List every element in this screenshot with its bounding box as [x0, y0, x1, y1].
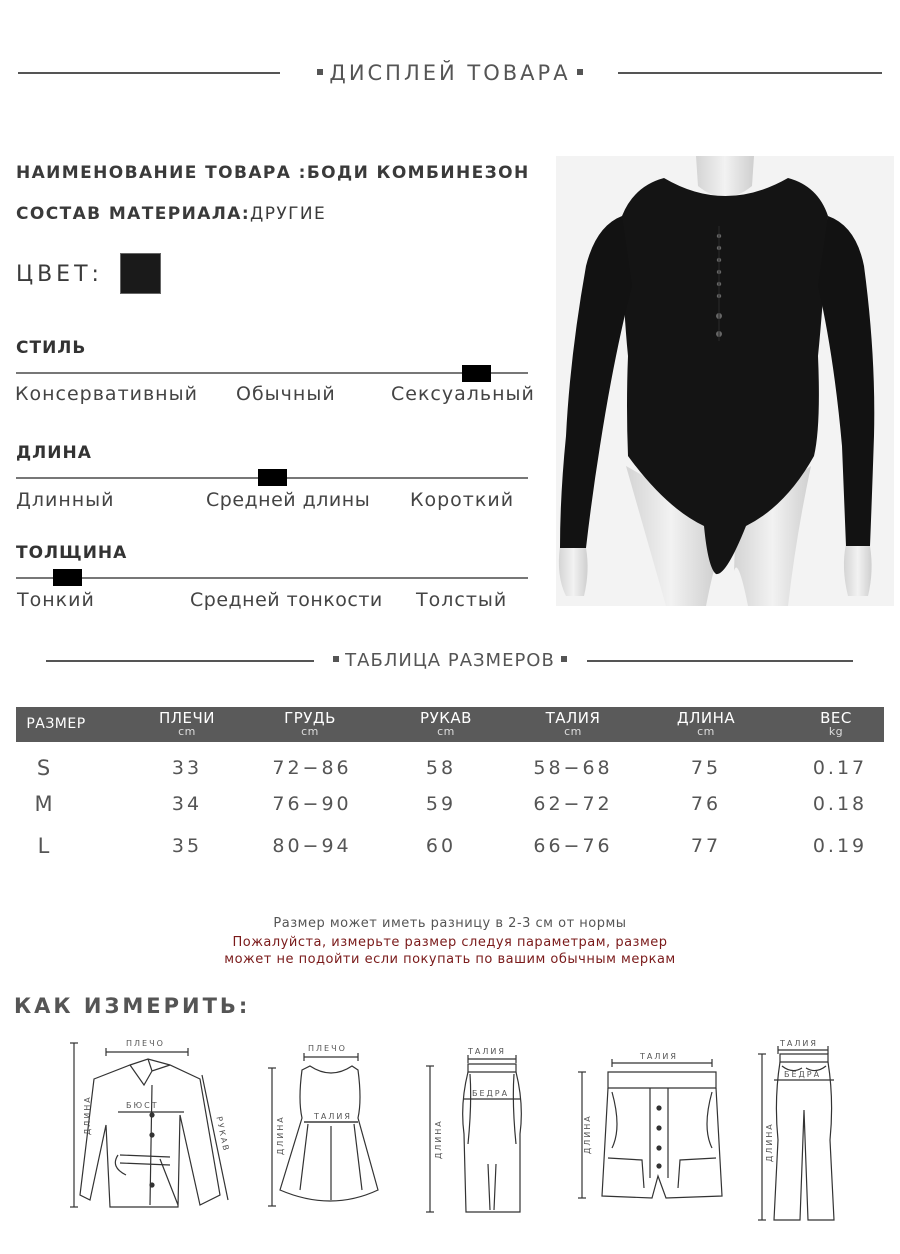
table-row-cell: 58	[425, 757, 457, 779]
shorts-waist-label: ТАЛИЯ	[640, 1052, 678, 1061]
pants-waist-label: ТАЛИЯ	[780, 1040, 818, 1048]
scale-length-label-1: Длинный	[16, 489, 115, 511]
size-col-chest: ГРУДЬ cm	[284, 709, 336, 738]
size-header-dot-right	[561, 656, 567, 662]
table-row-cell: 62−72	[533, 793, 613, 815]
table-row-cell: 59	[425, 793, 457, 815]
table-row-cell: 76−90	[272, 793, 352, 815]
scale-thickness-label-1: Тонкий	[17, 589, 95, 611]
table-row-cell: S	[36, 756, 54, 780]
table-row-cell: 80−94	[272, 835, 352, 857]
dress-waist-label: ТАЛИЯ	[314, 1112, 352, 1121]
size-col-weight: ВЕС kg	[820, 709, 852, 738]
scale-length-label-3: Короткий	[410, 489, 515, 511]
size-col-waist: ТАЛИЯ cm	[545, 709, 601, 738]
size-note-tolerance: Размер может иметь разницу в 2-3 см от нормы	[273, 916, 627, 931]
size-note-warning-2: может не подойти если покупать по вашим обычным меркам	[224, 952, 676, 967]
table-row-cell: L	[37, 834, 53, 858]
scale-style-marker	[462, 365, 491, 382]
dress-length-label: ДЛИНА	[276, 1115, 285, 1155]
scale-length-title: ДЛИНА	[16, 443, 92, 463]
size-col-shoulders: ПЛЕЧИ cm	[158, 709, 216, 738]
scale-style-track	[16, 372, 528, 374]
product-material-value: ДРУГИЕ	[250, 204, 327, 224]
size-table-title: ТАБЛИЦА РАЗМЕРОВ	[345, 650, 555, 671]
pants-diagram-icon	[752, 1040, 852, 1225]
skirt-hips-label: БЕДРА	[472, 1089, 510, 1098]
jacket-shoulder-label: ПЛЕЧО	[126, 1039, 165, 1048]
bodysuit-on-mannequin-icon	[556, 156, 894, 606]
size-table-header	[16, 707, 884, 742]
table-row-cell: 58−68	[533, 757, 613, 779]
product-name-value: БОДИ КОМБИНЕЗОН	[306, 163, 530, 183]
jacket-length-label: ДЛИНА	[83, 1095, 92, 1135]
header-dot-right	[577, 69, 583, 75]
dress-diagram-icon	[258, 1040, 398, 1215]
jacket-bust-label: БЮСТ	[126, 1101, 159, 1110]
jacket-sleeve-label: РУКАВ	[214, 1115, 231, 1154]
table-row-cell: 0.17	[812, 757, 868, 779]
table-row-cell: 33	[171, 757, 203, 779]
size-col-size: РАЗМЕР	[26, 716, 86, 732]
product-material-label: СОСТАВ МАТЕРИАЛА:	[16, 204, 251, 224]
table-row-cell: 66−76	[533, 835, 613, 857]
scale-length-marker	[258, 469, 287, 486]
product-material	[16, 204, 326, 224]
size-header-dot-left	[333, 656, 339, 662]
scale-length-label-2: Средней длины	[206, 489, 371, 511]
table-row-cell: 76	[690, 793, 722, 815]
table-row-cell: 0.18	[812, 793, 868, 815]
table-row-cell: 60	[425, 835, 457, 857]
table-row-cell: 77	[690, 835, 722, 857]
skirt-waist-label: ТАЛИЯ	[468, 1047, 506, 1056]
table-row-cell: 34	[171, 793, 203, 815]
scale-thickness-marker	[53, 569, 82, 586]
jacket-diagram-icon	[60, 1035, 240, 1215]
scale-thickness-title: ТОЛЩИНА	[16, 543, 128, 563]
table-row-cell: M	[34, 792, 56, 816]
size-col-length: ДЛИНА cm	[676, 709, 736, 738]
table-row-cell: 75	[690, 757, 722, 779]
shorts-diagram-icon	[572, 1048, 742, 1208]
page-title: ДИСПЛЕЙ ТОВАРА	[329, 61, 571, 85]
dress-shoulder-label: ПЛЕЧО	[308, 1044, 347, 1053]
scale-style-title: СТИЛЬ	[16, 338, 87, 358]
pants-hips-label: БЕДРА	[784, 1070, 822, 1079]
scale-thickness-label-3: Толстый	[416, 589, 508, 611]
scale-thickness-label-2: Средней тонкости	[190, 589, 383, 611]
skirt-length-label: ДЛИНА	[434, 1119, 443, 1159]
scale-style-label-1: Консервативный	[15, 383, 198, 405]
table-row-cell: 35	[171, 835, 203, 857]
header-dot-left	[317, 69, 323, 75]
shorts-length-label: ДЛИНА	[583, 1114, 592, 1154]
section-header-size-table	[0, 651, 900, 671]
product-name-label: НАИМЕНОВАНИЕ ТОВАРА :	[16, 163, 307, 183]
skirt-diagram-icon	[412, 1044, 542, 1219]
scale-style-label-2: Обычный	[236, 383, 336, 405]
scale-style-label-3: Сексуальный	[391, 383, 535, 405]
scale-thickness-track	[16, 577, 528, 579]
table-row-cell: 72−86	[272, 757, 352, 779]
size-note-warning-1: Пожалуйста, измерьте размер следуя параметрам, размер	[232, 935, 668, 950]
color-swatch[interactable]	[120, 253, 161, 294]
product-photo	[556, 156, 894, 606]
size-col-sleeve: РУКАВ cm	[420, 709, 472, 738]
product-name	[16, 163, 530, 183]
table-row-cell: 0.19	[812, 835, 868, 857]
how-to-measure-title: КАК ИЗМЕРИТЬ:	[14, 994, 251, 1018]
pants-length-label: ДЛИНА	[765, 1122, 774, 1162]
section-header-display	[0, 63, 900, 83]
product-color-label: ЦВЕТ:	[16, 262, 103, 287]
